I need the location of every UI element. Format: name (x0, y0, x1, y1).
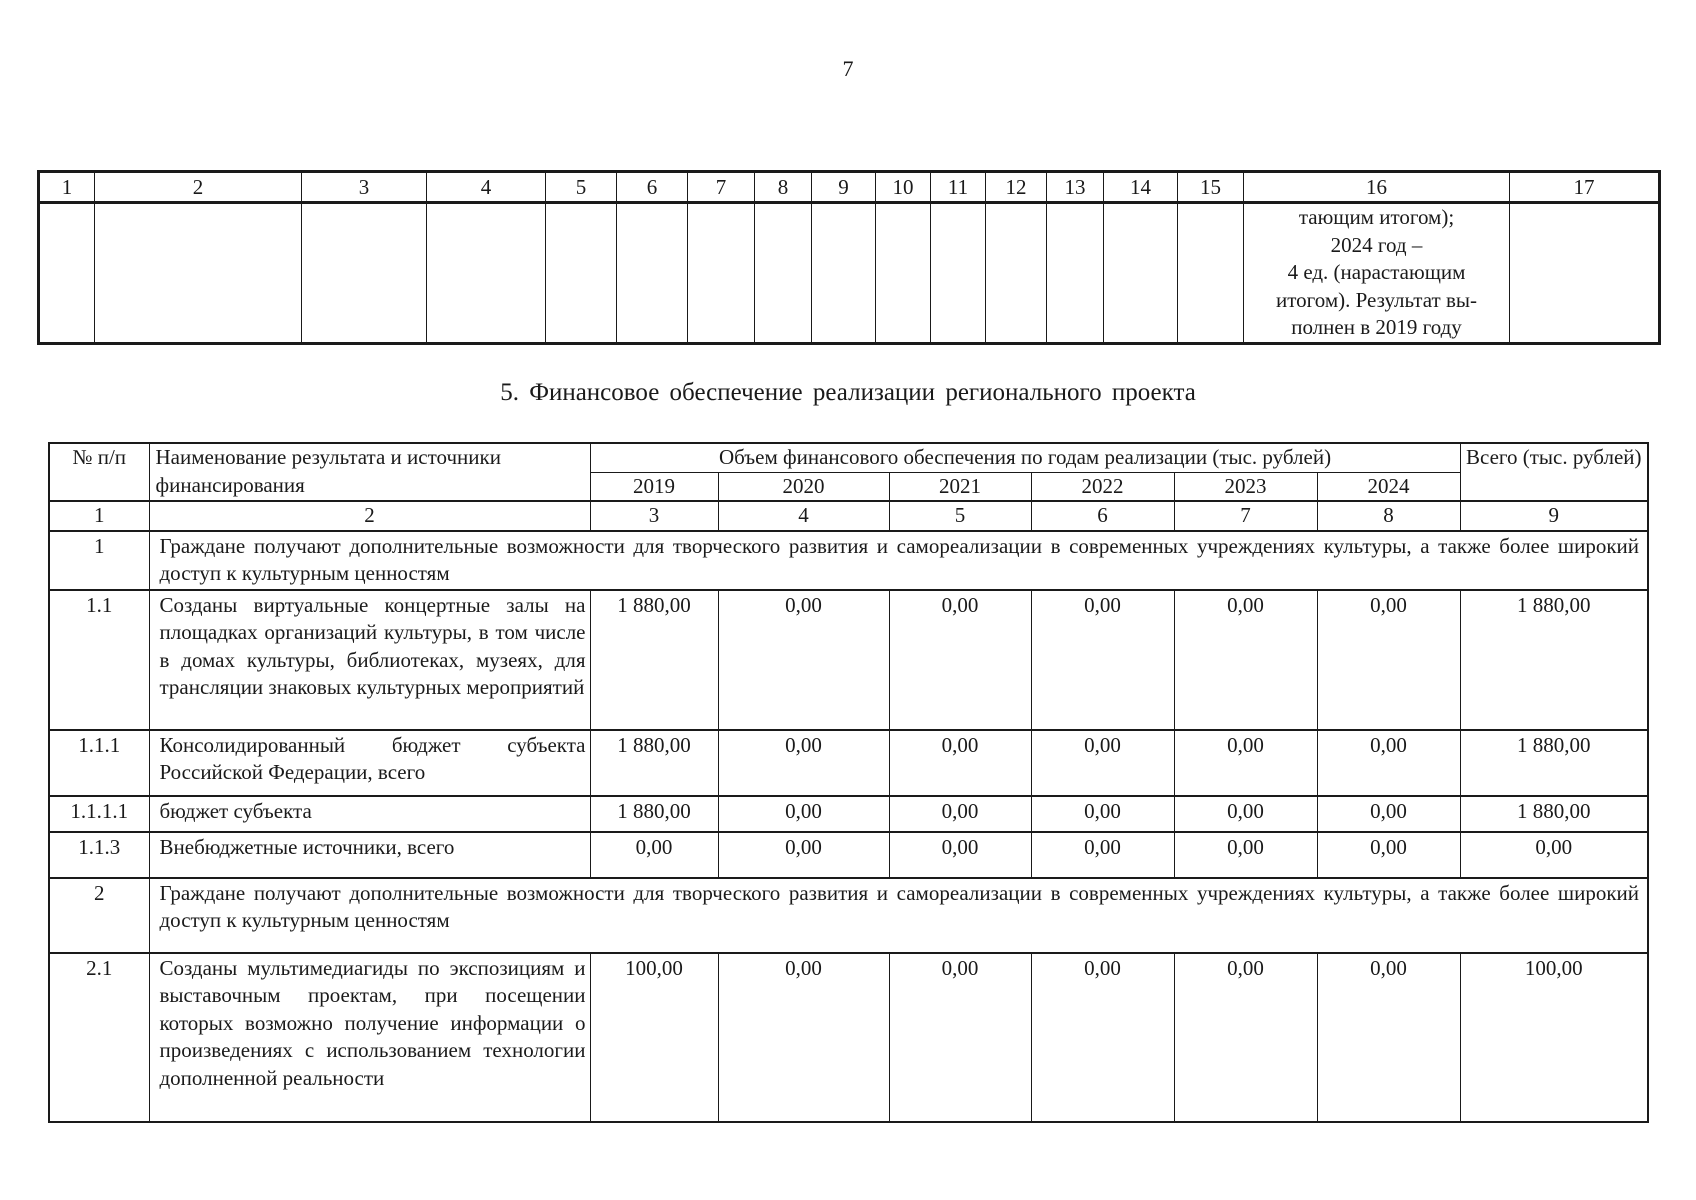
total-cell: 1 880,00 (1460, 730, 1648, 796)
column-number: 1 (39, 172, 95, 203)
year-header: 2021 (889, 472, 1031, 501)
header-row (49, 443, 1648, 472)
value-cell: 0,00 (718, 590, 889, 730)
total-cell: 1 880,00 (1460, 590, 1648, 730)
column-number: 6 (617, 172, 688, 203)
value-cell: 1 880,00 (590, 590, 718, 730)
row-number: 2 (49, 878, 149, 953)
row-number: 1.1.1.1 (49, 796, 149, 832)
year-header: 2022 (1031, 472, 1174, 501)
value-cell: 0,00 (1174, 730, 1317, 796)
value-cell: 0,00 (1031, 832, 1174, 878)
value-cell: 0,00 (1031, 953, 1174, 1122)
continuation-text (1244, 204, 1509, 342)
page-number: 7 (842, 56, 854, 81)
empty-cell (546, 203, 617, 344)
goal-row (49, 531, 1648, 590)
value-cell: 0,00 (1031, 590, 1174, 730)
column-number: 16 (1244, 172, 1510, 203)
column-number: 11 (931, 172, 986, 203)
continuation-line: 2024 год – (1330, 232, 1423, 257)
value-cell: 100,00 (590, 953, 718, 1122)
empty-cell (688, 203, 755, 344)
value-cell: 0,00 (590, 832, 718, 878)
value-cell: 0,00 (1174, 590, 1317, 730)
column-number: 3 (590, 501, 718, 531)
column-number: 7 (1174, 501, 1317, 531)
column-number: 13 (1047, 172, 1104, 203)
result-name: бюджет субъекта (149, 796, 590, 832)
empty-cell (1047, 203, 1104, 344)
row-number: 1.1 (49, 590, 149, 730)
total-cell: 1 880,00 (1460, 796, 1648, 832)
continuation-line: тающим итогом); (1298, 205, 1455, 229)
value-cell: 0,00 (718, 953, 889, 1122)
column-number: 9 (812, 172, 876, 203)
value-cell: 1 880,00 (590, 796, 718, 832)
column-number: 6 (1031, 501, 1174, 531)
year-header: 2019 (590, 472, 718, 501)
row-number: 2.1 (49, 953, 149, 1122)
value-cell: 0,00 (1174, 953, 1317, 1122)
column-number: 1 (49, 501, 149, 531)
result-name: Созданы виртуальные концертные залы на площадках организаций культуры, в том числе в домах культуры, библиотеках, музеях, для трансляции знаковых культурных мероприятий (149, 590, 590, 730)
goal-row (49, 878, 1648, 953)
column-number: 5 (889, 501, 1031, 531)
column-number: 14 (1104, 172, 1178, 203)
finance-table (48, 442, 1649, 1123)
total-cell: 0,00 (1460, 832, 1648, 878)
value-cell: 0,00 (1317, 796, 1460, 832)
column-number: 2 (149, 501, 590, 531)
column-number: 15 (1178, 172, 1244, 203)
value-cell: 0,00 (889, 832, 1031, 878)
year-header: 2024 (1317, 472, 1460, 501)
value-cell: 0,00 (1317, 590, 1460, 730)
continuation-table (37, 170, 1661, 345)
column-number: 10 (876, 172, 931, 203)
value-cell: 0,00 (1174, 832, 1317, 878)
empty-cell (617, 203, 688, 344)
empty-cell (1510, 203, 1660, 344)
value-cell: 0,00 (1317, 730, 1460, 796)
column-number: 7 (688, 172, 755, 203)
continuation-line: 4 ед. (нарастающим (1287, 260, 1466, 284)
value-cell: 0,00 (1031, 796, 1174, 832)
table-row (49, 730, 1648, 796)
table-row (49, 796, 1648, 832)
value-cell: 0,00 (718, 730, 889, 796)
column-number: 8 (755, 172, 812, 203)
column-number-row (39, 172, 1660, 203)
result-name: Консолидированный бюджет субъекта Российской Федерации, всего (149, 730, 590, 796)
empty-cell (1104, 203, 1178, 344)
year-header: 2023 (1174, 472, 1317, 501)
year-header: 2020 (718, 472, 889, 501)
continuation-line: полнен в 2019 году (1291, 315, 1462, 339)
empty-cell (427, 203, 546, 344)
result-name: Созданы мультимедиагиды по экспозициям и выставочным проектам, при посещении которых возможно получение информации о произведениях с использованием технологии дополненной реальности (149, 953, 590, 1122)
column-number: 8 (1317, 501, 1460, 531)
value-cell: 0,00 (1317, 832, 1460, 878)
total-cell: 100,00 (1460, 953, 1648, 1122)
table-row (49, 832, 1648, 878)
empty-cell (39, 203, 95, 344)
continuation-row (39, 203, 1660, 344)
num-header: № п/п (49, 443, 149, 501)
column-number-row (49, 501, 1648, 531)
empty-cell (931, 203, 986, 344)
column-number: 5 (546, 172, 617, 203)
name-header: Наименование результата и источники финансирования (149, 443, 590, 501)
column-number: 3 (302, 172, 427, 203)
empty-cell (986, 203, 1047, 344)
goal-text: Граждане получают дополнительные возможности для творческого развития и самореализации в современных учреждениях культуры, а также более широкий доступ к культурным ценностям (149, 531, 1648, 590)
value-cell: 0,00 (889, 590, 1031, 730)
empty-cell (755, 203, 812, 344)
row-number: 1 (49, 531, 149, 590)
result-name: Внебюджетные источники, всего (149, 832, 590, 878)
value-cell: 0,00 (889, 730, 1031, 796)
continuation-text-cell (1244, 203, 1510, 344)
value-cell: 0,00 (1031, 730, 1174, 796)
value-cell: 0,00 (1317, 953, 1460, 1122)
value-cell: 0,00 (889, 953, 1031, 1122)
column-number: 17 (1510, 172, 1660, 203)
column-number: 9 (1460, 501, 1648, 531)
value-cell: 0,00 (889, 796, 1031, 832)
column-number: 4 (427, 172, 546, 203)
empty-cell (95, 203, 302, 344)
column-number: 2 (95, 172, 302, 203)
column-number: 12 (986, 172, 1047, 203)
volume-header: Объем финансового обеспечения по годам реализации (тыс. рублей) (590, 443, 1460, 472)
column-number: 4 (718, 501, 889, 531)
empty-cell (302, 203, 427, 344)
value-cell: 1 880,00 (590, 730, 718, 796)
value-cell: 0,00 (718, 832, 889, 878)
goal-text: Граждане получают дополнительные возможности для творческого развития и самореализации в современных учреждениях культуры, а также более широкий доступ к культурным ценностям (149, 878, 1648, 953)
row-number: 1.1.1 (49, 730, 149, 796)
value-cell: 0,00 (1174, 796, 1317, 832)
table-row (49, 953, 1648, 1122)
empty-cell (876, 203, 931, 344)
table-row (49, 590, 1648, 730)
value-cell: 0,00 (718, 796, 889, 832)
continuation-line: итогом). Результат вы- (1276, 287, 1477, 312)
row-number: 1.1.3 (49, 832, 149, 878)
empty-cell (812, 203, 876, 344)
section-title: 5. Финансовое обеспечение реализации регионального проекта (500, 379, 1196, 406)
total-header: Всего (тыс. рублей) (1460, 443, 1648, 501)
empty-cell (1178, 203, 1244, 344)
